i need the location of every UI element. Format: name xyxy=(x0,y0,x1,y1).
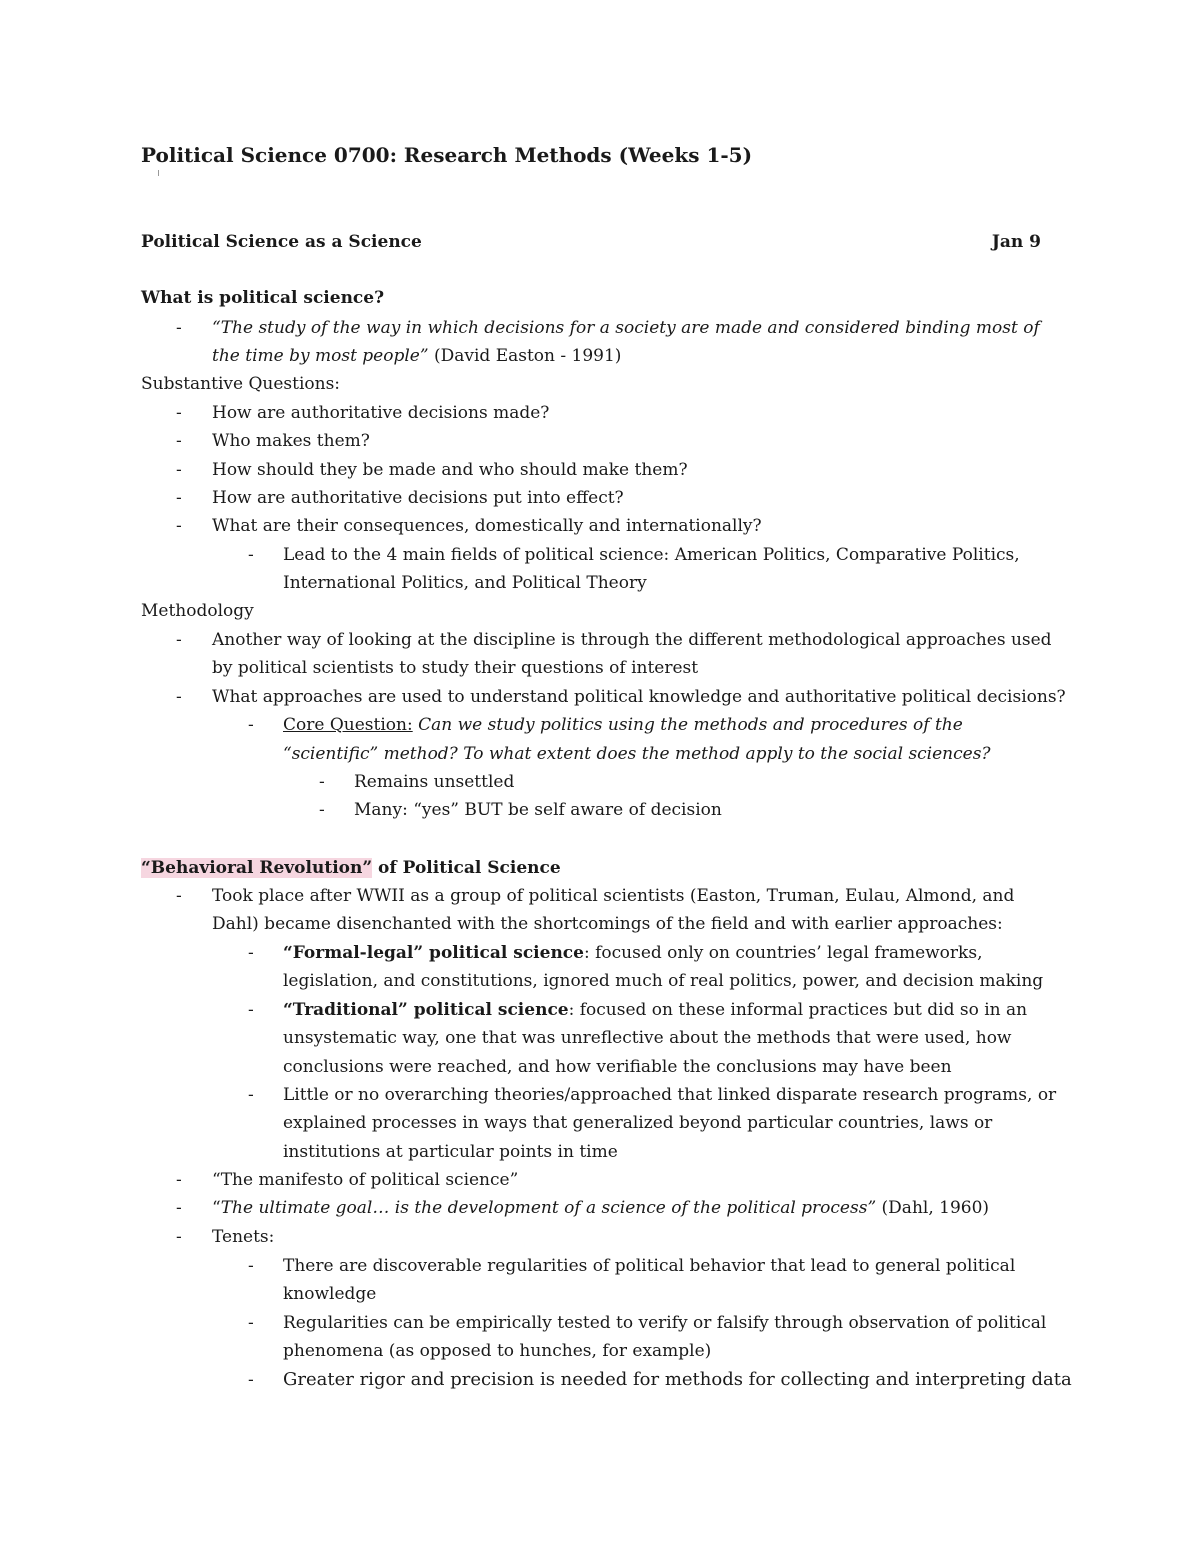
core-question-text: Can we study politics using the methods and procedures of the xyxy=(412,715,963,735)
list-item: How should they be made and who should make them? xyxy=(212,460,688,480)
little-line2: explained processes in ways that generalized beyond particular countries, laws or xyxy=(283,1113,993,1133)
substantive-label: Substantive Questions: xyxy=(141,374,341,394)
highlighted-term: “Behavioral Revolution” xyxy=(141,858,373,878)
bullet-dash: - xyxy=(248,545,254,565)
tenets-label: Tenets: xyxy=(212,1227,275,1247)
bullet-dash: - xyxy=(176,1198,182,1218)
bullet-dash: - xyxy=(176,630,182,650)
dahl-citation: (Dahl, 1960) xyxy=(876,1198,990,1218)
methodology-item1-line1: Another way of looking at the discipline is through the different methodological approaches used xyxy=(212,630,1052,650)
cursor-mark xyxy=(158,170,159,176)
section-title: Political Science as a Science xyxy=(141,232,422,252)
bullet-dash: - xyxy=(248,1313,254,1333)
bullet-dash: - xyxy=(248,1085,254,1105)
bullet-dash: - xyxy=(319,772,325,792)
bullet-dash: - xyxy=(176,1227,182,1247)
dahl-open-quote: “ xyxy=(212,1198,221,1218)
little-line1: Little or no overarching theories/approached that linked disparate research programs, or xyxy=(283,1085,1057,1105)
formal-legal-text: : focused only on countries’ legal frameworks, xyxy=(583,943,983,963)
bullet-dash: - xyxy=(176,488,182,508)
section-date: Jan 9 xyxy=(991,232,1041,252)
formal-legal-line2: legislation, and constitutions, ignored much of real politics, power, and decision making xyxy=(283,971,1044,991)
bullet-dash: - xyxy=(176,431,182,451)
easton-quote-end: the time by most people” xyxy=(212,346,429,366)
traditional-term: “Traditional” political science xyxy=(283,1000,569,1020)
core-question-line2: “scientific” method? To what extent does the method apply to the social sciences? xyxy=(283,744,991,764)
question-heading: What is political science? xyxy=(141,288,385,308)
bullet-dash: - xyxy=(248,715,254,735)
easton-quote-line1: “The study of the way in which decisions for a society are made and considered binding most of xyxy=(212,318,1040,338)
core-question-label: Core Question: xyxy=(283,715,413,735)
bullet-dash: - xyxy=(248,1000,254,1020)
fields-line1: Lead to the 4 main fields of political science: American Politics, Comparative Politics, xyxy=(283,545,1020,565)
dahl-quote-line xyxy=(212,1194,989,1222)
bullet-dash: - xyxy=(176,687,182,707)
tenet1-line2: knowledge xyxy=(283,1284,377,1304)
bullet-dash: - xyxy=(176,318,182,338)
dahl-quote: The ultimate goal… is the development of a science of the political process” xyxy=(220,1198,877,1218)
core-sub2: Many: “yes” BUT be self aware of decision xyxy=(354,800,722,820)
list-item: How are authoritative decisions made? xyxy=(212,403,550,423)
methodology-item1-line2: by political scientists to study their questions of interest xyxy=(212,658,699,678)
fields-line2: International Politics, and Political Theory xyxy=(283,573,647,593)
traditional-line1 xyxy=(283,996,1027,1024)
easton-citation: (David Easton - 1991) xyxy=(428,346,622,366)
list-item: How are authoritative decisions put into effect? xyxy=(212,488,624,508)
bullet-dash: - xyxy=(176,403,182,423)
behavioral-item1-line2: Dahl) became disenchanted with the shortcomings of the field and with earlier approaches: xyxy=(212,914,1003,934)
traditional-line2: unsystematic way, one that was unreflective about the methods that were used, how xyxy=(283,1028,1012,1048)
bullet-dash: - xyxy=(176,516,182,536)
bullet-dash: - xyxy=(176,460,182,480)
methodology-item2: What approaches are used to understand political knowledge and authoritative political decisions? xyxy=(212,687,1066,707)
bullet-dash: - xyxy=(248,1256,254,1276)
traditional-text: : focused on these informal practices but did so in an xyxy=(568,1000,1028,1020)
bullet-dash: - xyxy=(176,886,182,906)
bullet-dash: - xyxy=(248,1370,254,1390)
behavioral-item1-line1: Took place after WWII as a group of political scientists (Easton, Truman, Eulau, Almond, and xyxy=(212,886,1015,906)
document-title: Political Science 0700: Research Methods (Weeks 1-5) xyxy=(141,143,753,167)
tenet2-line2: phenomena (as opposed to hunches, for example) xyxy=(283,1341,712,1361)
bullet-dash: - xyxy=(248,943,254,963)
heading-rest: of Political Science xyxy=(372,858,561,878)
core-sub1: Remains unsettled xyxy=(354,772,515,792)
formal-legal-line1 xyxy=(283,939,982,967)
list-item: What are their consequences, domestically and internationally? xyxy=(212,516,762,536)
section-heading xyxy=(141,232,1041,252)
manifesto-item: “The manifesto of political science” xyxy=(212,1170,519,1190)
little-line3: institutions at particular points in time xyxy=(283,1142,618,1162)
list-item: Who makes them? xyxy=(212,431,370,451)
easton-quote-line2 xyxy=(212,342,621,370)
methodology-label: Methodology xyxy=(141,601,254,621)
bullet-dash: - xyxy=(176,1170,182,1190)
traditional-line3: conclusions were reached, and how verifiable the conclusions may have been xyxy=(283,1057,952,1077)
tenet1-line1: There are discoverable regularities of political behavior that lead to general political xyxy=(283,1256,1016,1276)
tenet3: Greater rigor and precision is needed for methods for collecting and interpreting data xyxy=(283,1369,1072,1390)
tenet2-line1: Regularities can be empirically tested to verify or falsify through observation of political xyxy=(283,1313,1047,1333)
formal-legal-term: “Formal-legal” political science xyxy=(283,943,584,963)
core-question-line1 xyxy=(283,711,963,739)
behavioral-heading xyxy=(141,854,561,882)
bullet-dash: - xyxy=(319,800,325,820)
